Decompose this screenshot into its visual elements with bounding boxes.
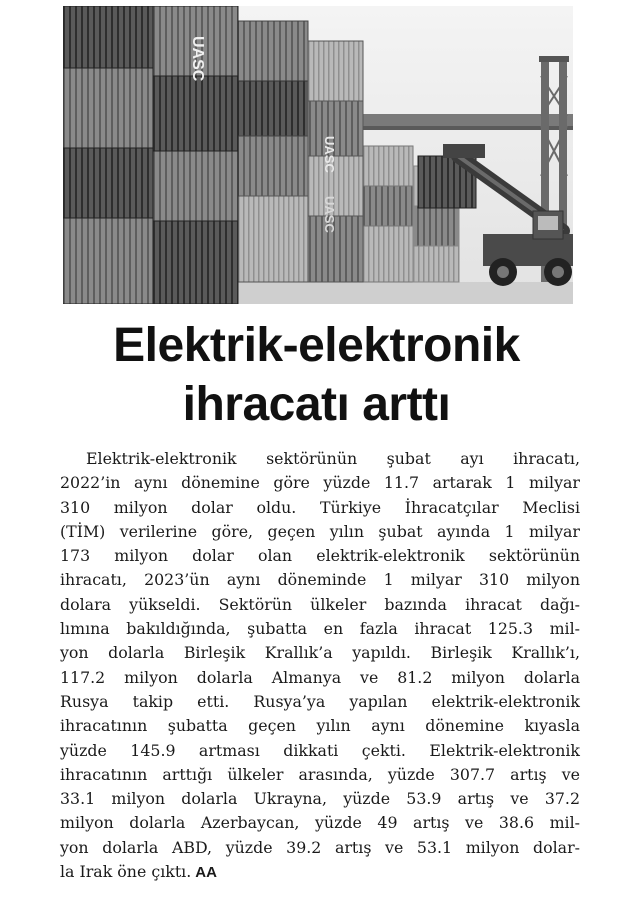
body-line: (TİM) verilerine göre, geçen yılın şubat ayında 1 milyar: [60, 521, 580, 541]
body-line: 2022’in aynı dönemine göre yüzde 11.7 artarak 1 milyar: [60, 473, 580, 493]
body-line: Rusya takip etti. Rusya’ya yapılan elektrik-elektronik: [60, 691, 580, 711]
container-label: UASC: [189, 36, 206, 82]
container-label: UASC: [322, 196, 337, 233]
body-line-last: [60, 860, 580, 884]
article-body: [60, 447, 580, 884]
body-line: ihracatının şubatta geçen yılın aynı dönemine kıyasla: [60, 716, 580, 736]
near-container-stack: [63, 6, 238, 304]
body-line: 310 milyon dolar oldu. Türkiye İhracatçılar Meclisi: [60, 497, 580, 517]
body-line-text: la Irak öne çıktı.: [60, 862, 192, 882]
body-line: 173 milyon dolar olan elektrik-elektronik sektörünün: [60, 546, 580, 566]
body-line: Elektrik-elektronik sektörünün şubat ayı ihracatı,: [86, 449, 580, 468]
middle-container-stack: [238, 21, 363, 282]
body-line: yon dolarla Birleşik Krallık’a yapıldı. Birleşik Krallık’ı,: [60, 643, 580, 663]
agency-credit: AA: [195, 864, 217, 882]
container-label: UASC: [322, 136, 337, 173]
body-line: ihracatının arttığı ülkeler arasında, yüzde 307.7 artış ve: [60, 764, 580, 784]
body-line: lımına bakıldığında, şubatta en fazla ihracat 125.3 mil-: [60, 619, 580, 639]
headline-line-1: Elektrik-elektronik: [113, 319, 520, 372]
body-line: yüzde 145.9 artması dikkati çekti. Elektrik-elektronik: [60, 740, 580, 760]
body-line: 117.2 milyon dolarla Almanya ve 81.2 milyon dolarla: [60, 667, 580, 687]
body-line: ihracatı, 2023’ün aynı döneminde 1 milyar 310 milyon: [60, 570, 580, 590]
headline-line-2: ihracatı arttı: [182, 378, 451, 431]
body-line: yon dolarla ABD, yüzde 39.2 artış ve 53.1 milyon dolar-: [60, 837, 580, 857]
body-line: milyon dolarla Azerbaycan, yüzde 49 artış ve 38.6 mil-: [60, 813, 580, 833]
container-port-photo: [63, 6, 573, 304]
body-line: dolara yükseldi. Sektörün ülkeler bazında ihracat dağı-: [60, 594, 580, 614]
article-photo: [63, 6, 573, 304]
body-line: 33.1 milyon dolarla Ukrayna, yüzde 53.9 artış ve 37.2: [60, 789, 580, 809]
